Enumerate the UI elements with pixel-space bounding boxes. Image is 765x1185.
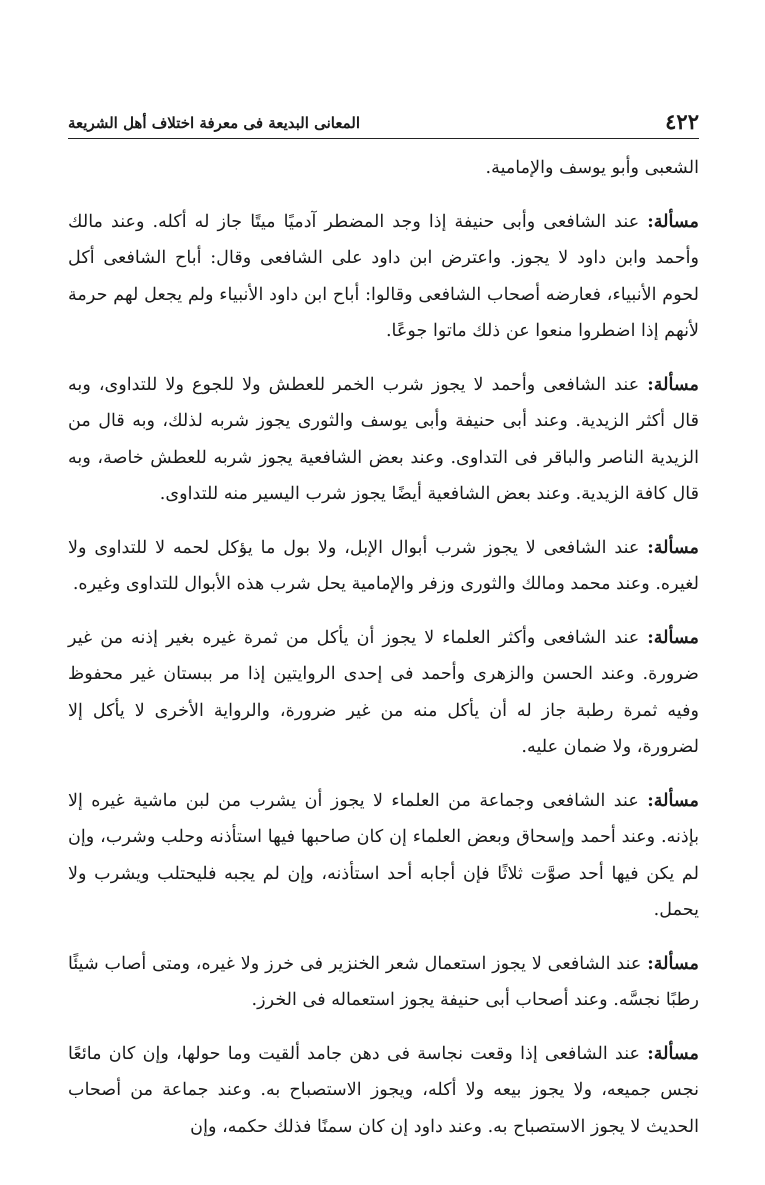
paragraph-text: عند الشافعى إذا وقعت نجاسة فى دهن جامد ألقيت وما حولها، وإن كان مائعًا نجس جميعه، ولا يجوز بيعه ولا أكله، ويجوز الاستصباح به. وعند جماعة من أصحاب الحديث لا يجوز الاستصباح به. وعند داود إن كان سمنًا فذلك حكمه، وإن bbox=[68, 1043, 699, 1137]
paragraph-text: عند الشافعى لا يجوز استعمال شعر الخنزير فى خرز ولا غيره، ومتى أصاب شيئًا رطبًا نجسَّه. وعند أصحاب أبى حنيفة يجوز استعماله فى الخرز. bbox=[68, 953, 699, 1010]
paragraph-text: عند الشافعى وأكثر العلماء لا يجوز أن يأكل من ثمرة غيره بغير إذنه من غير ضرورة. وعند الحسن والزهرى وأحمد فى إحدى الروايتين إذا مر ببستان غير محفوظ وفيه ثمرة رطبة جاز له أن يأكل منه من غير ضرورة، والرواية الأخرى لا يأكل إلا لضرورة، ولا ضمان عليه. bbox=[68, 627, 699, 757]
paragraph bbox=[68, 1036, 699, 1146]
paragraph bbox=[68, 620, 699, 766]
paragraph-text: عند الشافعى وجماعة من العلماء لا يجوز أن يشرب من لبن ماشية غيره إلا بإذنه. وعند أحمد وإسحاق وبعض العلماء إن كان صاحبها فيها استأذنه وحلب وشرب، وإن لم يكن فيها أحد صوَّت ثلاثًا فإن أجابه أحد استأذنه، وإن لم يجبه فليحتلب ويشرب ولا يحمل. bbox=[68, 790, 699, 920]
paragraph-text: عند الشافعى وأحمد لا يجوز شرب الخمر للعطش ولا للجوع ولا للتداوى، وبه قال أكثر الزيدية. وعند أبى حنيفة وأبى يوسف والثورى يجوز شربه لذلك، وبه قال من الزيدية الناصر والباقر فى التداوى. وعند بعض الشافعية يجوز شربه للعطش خاصة، وبه قال كافة الزيدية. وعند بعض الشافعية أيضًا يجوز شرب اليسير منه للتداوى. bbox=[68, 374, 699, 504]
masala-label: مسألة: bbox=[647, 952, 699, 974]
paragraph bbox=[68, 530, 699, 603]
paragraph-text: عند الشافعى وأبى حنيفة إذا وجد المضطر آدميًا ميتًا جاز له أكله. وعند مالك وأحمد وابن داود لا يجوز. واعترض ابن داود على الشافعى وقال: أباح الشافعى أكل لحوم الأنبياء، فعارضه أصحاب الشافعى وقالوا: أباح ابن داود الأنبياء ولم يجعل لهم حرمة لأنهم إذا اضطروا منعوا عن ذلك ماتوا جوعًا. bbox=[68, 211, 699, 341]
masala-label: مسألة: bbox=[647, 210, 699, 232]
paragraph bbox=[68, 367, 699, 513]
masala-label: مسألة: bbox=[647, 536, 699, 558]
paragraph-text: عند الشافعى لا يجوز شرب أبوال الإبل، ولا بول ما يؤكل لحمه لا للتداوى ولا لغيره. وعند محمد ومالك والثورى وزفر والإمامية يحل شرب هذه الأبوال للتداوى وغيره. bbox=[68, 537, 699, 594]
masala-label: مسألة: bbox=[647, 373, 699, 395]
paragraph bbox=[68, 150, 699, 187]
body-text bbox=[68, 150, 699, 1162]
paragraph bbox=[68, 783, 699, 929]
masala-label: مسألة: bbox=[647, 789, 699, 811]
paragraph bbox=[68, 946, 699, 1019]
masala-label: مسألة: bbox=[647, 626, 699, 648]
book-title: المعانى البديعة فى معرفة اختلاف أهل الشريعة bbox=[68, 114, 361, 132]
page-number: ٤٢٢ bbox=[665, 109, 699, 134]
paragraph bbox=[68, 204, 699, 350]
running-header bbox=[68, 104, 699, 139]
paragraph-text: الشعبى وأبو يوسف والإمامية. bbox=[485, 158, 699, 178]
masala-label: مسألة: bbox=[647, 1042, 699, 1064]
